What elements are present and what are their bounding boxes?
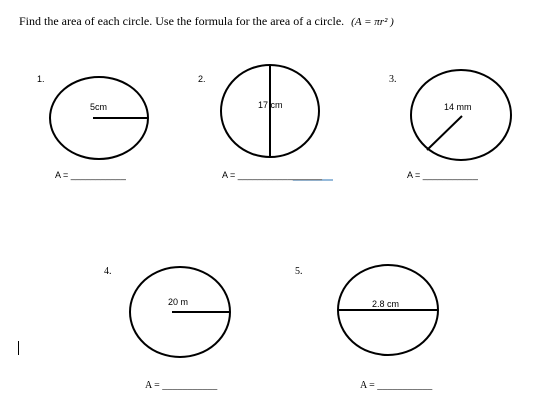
problem-4-number: 4. [104,266,112,277]
text-cursor [18,341,19,355]
answer-3[interactable]: A = ___________ [407,170,478,180]
circle-3-outline [411,70,511,160]
problem-5-number: 5. [295,266,303,277]
circle-4-measure: 20 m [168,297,189,307]
circle-3-radius [427,116,462,150]
circle-5 [338,265,438,355]
problem-1-number: 1. [37,74,45,84]
answer-2[interactable]: A = ___________ [222,170,293,180]
circle-1-measure: 5cm [90,102,108,112]
problem-3-number: 3. [389,74,397,85]
answer-1[interactable]: A = ___________ [55,170,126,180]
circle-1 [50,77,148,159]
answer-5[interactable]: A = ___________ [360,380,433,391]
circle-2-measure: 17 cm [258,100,283,110]
area-formula: (A = πr² ) [351,16,394,28]
circle-4 [130,267,230,357]
circle-2 [221,65,319,157]
circle-5-measure: 2.8 cm [372,299,400,309]
answer-2-extra: ______ [292,170,323,180]
circle-3 [411,70,511,160]
instructions-text: Find the area of each circle. Use the formula for the area of a circle. [19,14,345,28]
answer-4[interactable]: A = ___________ [145,380,218,391]
circle-3-measure: 14 mm [444,102,472,112]
problem-2-number: 2. [198,74,206,84]
